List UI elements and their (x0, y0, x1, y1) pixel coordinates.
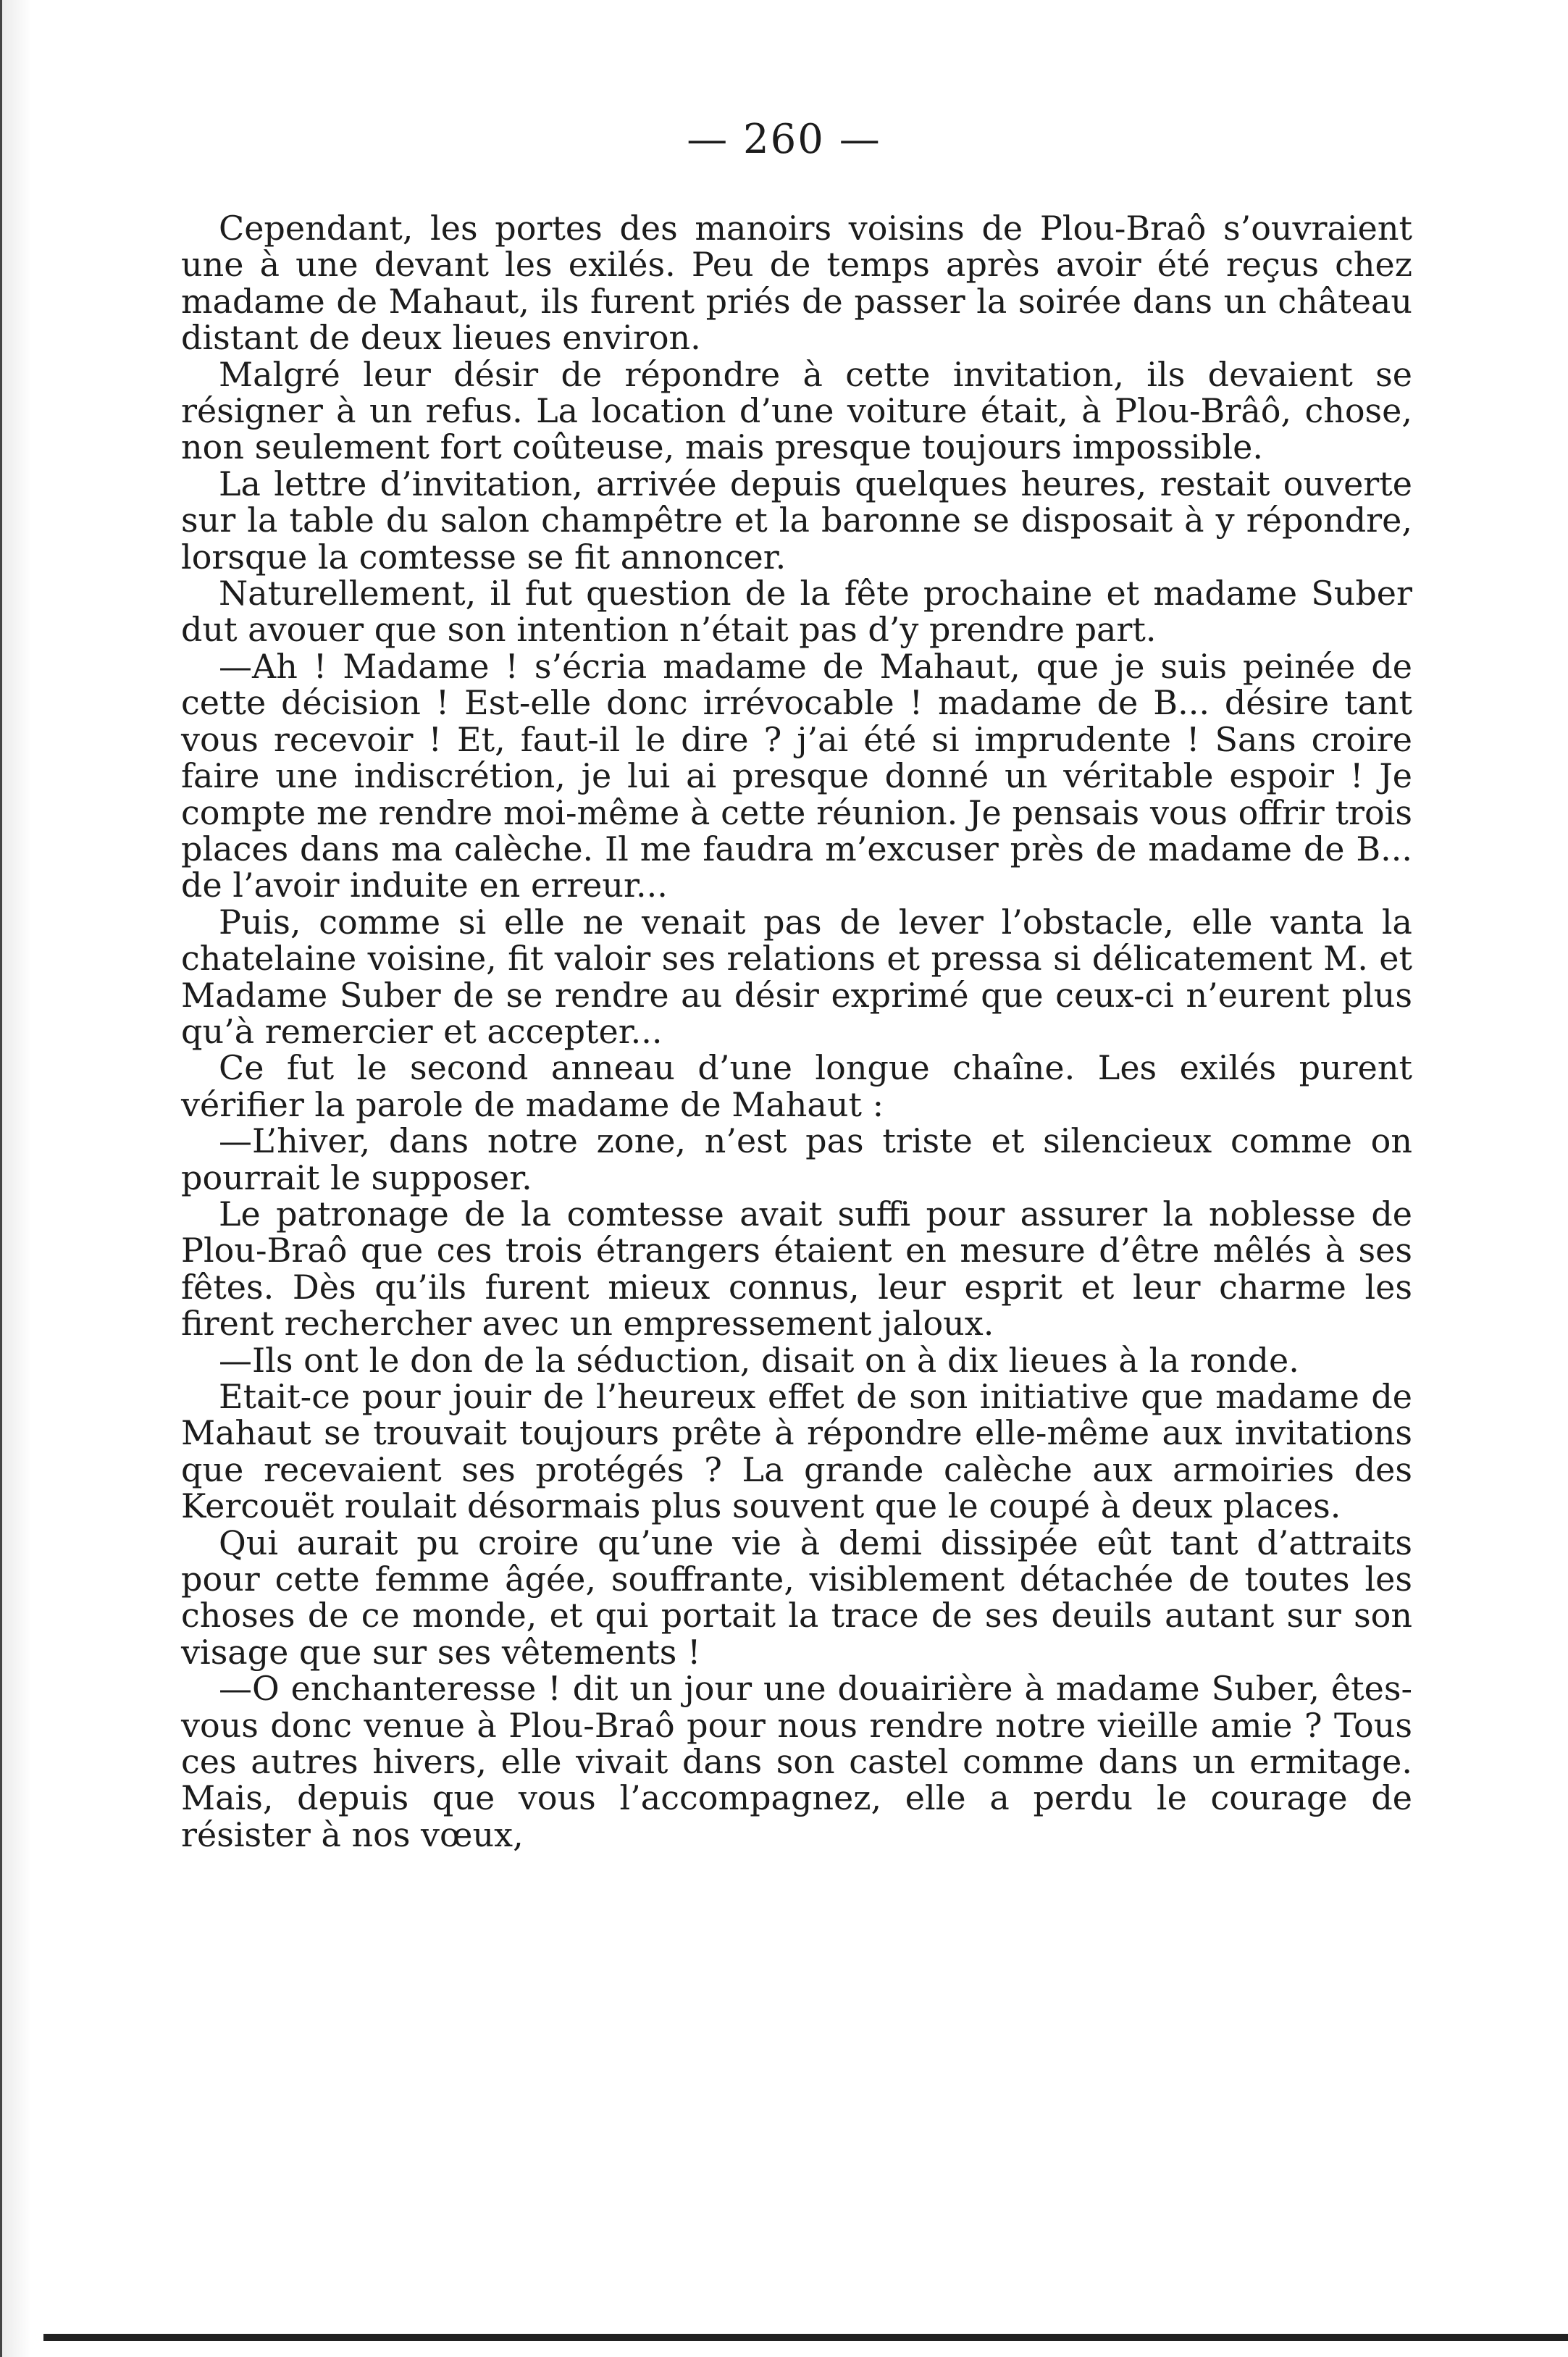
paragraph: Cependant, les portes des manoirs voisins de Plou-Braô s’ouvraient une à une devant les exilés. Peu de temps après avoir été reçus chez madame de Mahaut, ils furent priés de passer la soirée dans un château distant de deux lieues environ. (181, 209, 1412, 358)
paragraph: Qui aurait pu croire qu’une vie à demi dissipée eût tant d’attraits pour cette femme âgée, souffrante, visiblement détachée de toutes les choses de ce monde, et qui portait la trace de ses deuils autant sur son visage que sur ses vêtements ! (181, 1523, 1412, 1672)
scan-binding-edge (0, 0, 31, 2357)
paragraph: —L’hiver, dans notre zone, n’est pas triste et silencieux comme on pourrait le supposer. (181, 1121, 1412, 1197)
paragraph: —Ah ! Madame ! s’écria madame de Mahaut, que je suis peinée de cette décision ! Est-elle donc irrévocable ! madame de B... désire tant vous recevoir ! Et, faut-il le dire ? j’ai été si imprudente ! Sans croire faire une indiscrétion, je lui ai presque donné un véritable espoir ! Je compte me rendre moi-même à cette réunion. Je pensais vous offrir trois places dans ma calèche. Il me faudra m’excuser près de madame de B... de l’avoir induite en erreur... (181, 646, 1412, 905)
paragraph: Puis, comme si elle ne venait pas de lever l’obstacle, elle vanta la chatelaine voisine, fit valoir ses relations et pressa si délicatement M. et Madame Suber de se rendre au désir exprimé que ceux-ci n’eurent plus qu’à remercier et accepter... (181, 902, 1412, 1051)
paragraph: —Ils ont le don de la séduction, disait on à dix lieues à la ronde. (219, 1340, 1299, 1380)
paragraph: Naturellement, il fut question de la fête prochaine et madame Suber dut avouer que son intention n’était pas d’y prendre part. (181, 574, 1412, 650)
paragraph: Le patronage de la comtesse avait suffi pour assurer la noblesse de Plou-Braô que ces trois étrangers étaient en mesure d’être mêlés à ses fêtes. Dès qu’ils furent mieux connus, leur esprit et leur charme les firent rechercher avec un empressement jaloux. (181, 1194, 1412, 1344)
paragraph: —O enchanteresse ! dit un jour une douairière à madame Suber, êtes-vous donc venue à Plou-Braô pour nous rendre notre vieille amie ? Tous ces autres hivers, elle vivait dans son castel comme dans un ermitage. Mais, depuis que vous l’accompagnez, elle a perdu le courage de résister à nos vœux, (181, 1669, 1412, 1854)
body-text (181, 210, 1412, 1853)
page-number: — 260 — (687, 116, 881, 163)
paragraph: Ce fut le second anneau d’une longue chaîne. Les exilés purent vérifier la parole de madame de Mahaut : (181, 1048, 1412, 1124)
paragraph: Etait-ce pour jouir de l’heureux effet de son initiative que madame de Mahaut se trouvait toujours prête à répondre elle-même aux invitations que recevaient ses protégés ? La grande calèche aux armoiries des Kercouët roulait désormais plus souvent que le coupé à deux places. (181, 1377, 1412, 1526)
scan-bottom-edge (43, 2334, 1568, 2341)
paragraph: La lettre d’invitation, arrivée depuis quelques heures, restait ouverte sur la table du salon champêtre et la baronne se disposait à y répondre, lorsque la comtesse se fit annoncer. (181, 464, 1412, 577)
paragraph: Malgré leur désir de répondre à cette invitation, ils devaient se résigner à un refus. La location d’une voiture était, à Plou-Brâô, chose, non seulement fort coûteuse, mais presque toujours impossible. (181, 354, 1412, 467)
